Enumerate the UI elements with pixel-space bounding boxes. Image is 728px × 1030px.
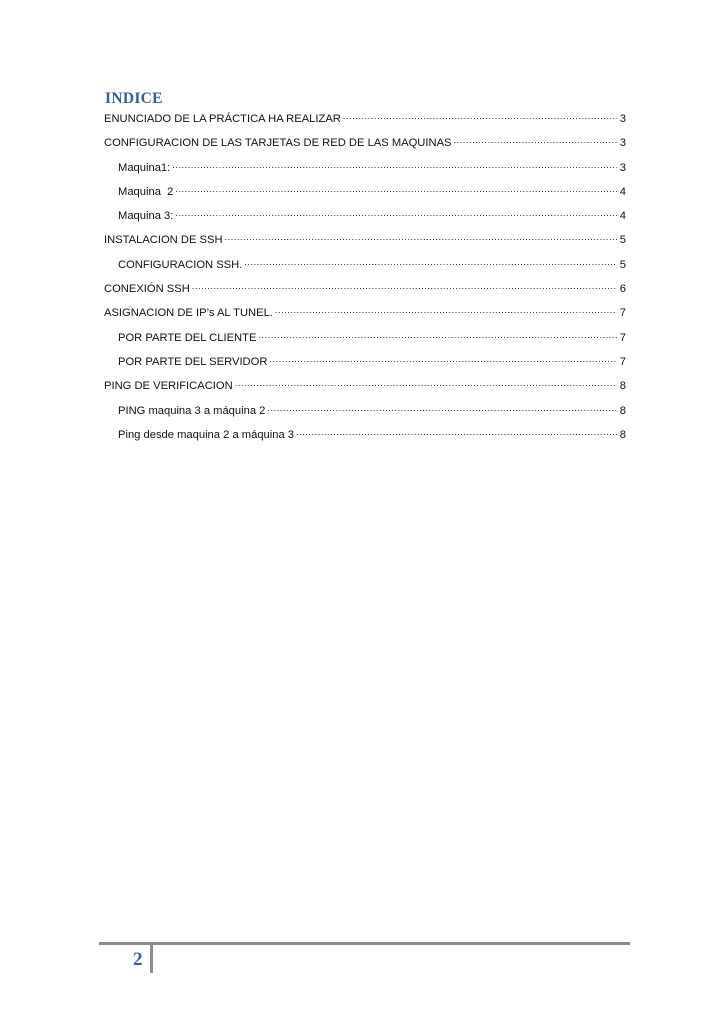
- toc-entry-page: 4: [619, 210, 626, 223]
- dot-leader: [267, 396, 616, 420]
- dot-leader: [244, 250, 616, 274]
- toc-entry-label: Maquina1:: [118, 161, 171, 174]
- dot-leader: [296, 420, 617, 444]
- toc-entry-label: POR PARTE DEL CLIENTE: [118, 331, 257, 344]
- toc-entry-label: ENUNCIADO DE LA PRÁCTICA HA REALIZAR: [104, 113, 341, 125]
- toc-entry-label: ASIGNACION DE IP’s AL TUNEL.: [104, 307, 273, 320]
- toc-entry-page: 7: [619, 331, 626, 344]
- dot-leader: [175, 201, 616, 225]
- toc-entry-label: POR PARTE DEL SERVIDOR: [118, 355, 268, 368]
- toc-entry-page: 4: [619, 185, 626, 198]
- dot-leader: [235, 371, 617, 395]
- toc-entry-page: 7: [619, 355, 626, 368]
- toc-entry-page: 6: [619, 283, 626, 296]
- toc-entry-page: 3: [619, 161, 626, 174]
- toc-entry-page: 8: [619, 428, 626, 441]
- dot-leader: [172, 153, 617, 177]
- toc-list: [104, 107, 626, 447]
- dot-leader: [343, 104, 617, 128]
- toc-entry-page: 5: [619, 258, 626, 271]
- toc-entry-page: 5: [619, 234, 626, 247]
- toc-entry-page: 8: [619, 380, 626, 393]
- dot-leader: [275, 298, 617, 322]
- footer-rule: [99, 942, 630, 945]
- toc-entry-label: CONFIGURACION DE LAS TARJETAS DE RED DE LAS MAQUINAS: [104, 137, 452, 150]
- dot-leader: [225, 225, 617, 249]
- dot-leader: [258, 323, 616, 347]
- toc-entry-page: 7: [619, 307, 626, 320]
- toc-entry-page: 3: [619, 113, 626, 125]
- toc-entry-label: CONEXIÓN SSH: [104, 283, 190, 296]
- toc-entry-ping-2-a-3[interactable]: [104, 423, 626, 447]
- dot-leader: [269, 347, 616, 371]
- toc-entry-label: INSTALACION DE SSH: [104, 234, 223, 247]
- toc-entry-label: PING DE VERIFICACION: [104, 380, 233, 393]
- page-number: 2: [133, 949, 143, 970]
- dot-leader: [192, 274, 617, 298]
- toc-title: INDICE: [105, 90, 163, 107]
- toc-entry-label: Maquina 2: [118, 185, 174, 198]
- toc-entry-label: PING maquina 3 a máquina 2: [118, 404, 266, 417]
- toc-entry-page: 3: [619, 137, 626, 150]
- toc-entry-label: Maquina 3:: [118, 210, 174, 223]
- footer-divider: [150, 943, 153, 973]
- toc-entry-label: Ping desde maquina 2 a máquina 3: [118, 428, 295, 441]
- toc-entry-label: CONFIGURACION SSH.: [118, 258, 243, 271]
- dot-leader: [175, 177, 616, 201]
- toc-entry-page: 8: [619, 404, 626, 417]
- dot-leader: [454, 128, 617, 152]
